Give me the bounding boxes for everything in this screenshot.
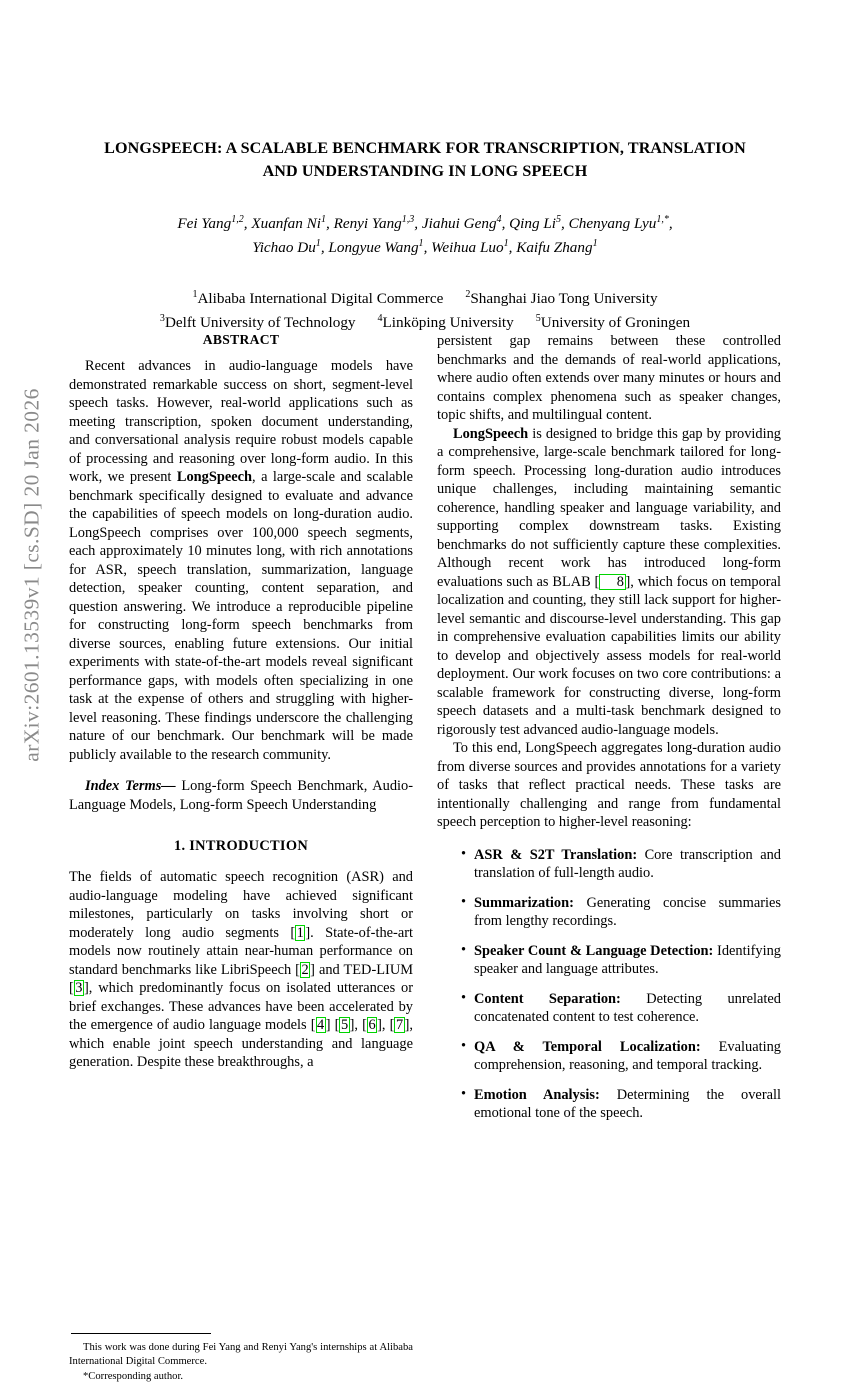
task-term: Summarization: [474,894,574,911]
bullet-icon: • [461,894,467,910]
author-item: Longyue Wang$^1$, [328,237,432,256]
intro-p2-b: ], which focus on temporal localization and counting, they still lack support for higher-level semantic and discourse-level understanding. This gap in comprehensive evaluation capabilities limits our ability to develop and objectively assess models for real-world deployment. Our work focuses on two core contributions: a scalable framework for constructing diverse, long-form speech datasets and a multi-task benchmark designed to rigorously test advanced audio-language models. [437,573,781,738]
intro-p1-a: The fields of automatic speech recognition (ASR) and audio-language modeling have achieved significant milestones, particularly on tasks involving short or moderately long audio segments [ [69,869,413,941]
introduction-paragraph-3: To this end, LongSpeech aggregates long-duration audio from diverse sources and provides annotations for a variety of tasks that reflect practical needs. These tasks are intentionally challenging and range from fundamental speech perception to higher-level reasoning: [437,740,781,830]
affiliation-item: $^4$Linköping University [377,313,514,332]
citation-link-7[interactable]: 7 [395,1017,404,1033]
author-affil-marker: 4 [496,213,502,225]
author-item: Chenyang Lyu$^{1,*}$, [568,213,673,232]
citation-link-5[interactable]: 5 [340,1017,349,1033]
task-desc: Detecting unrelated concatenated content to test coherence. [474,990,781,1025]
author-affil-marker: 1 [418,237,424,249]
author-item: Yichao Du$^1$, [252,237,329,256]
author-item: Renyi Yang$^{1,3}$, [333,213,422,232]
abstract-paragraph [69,357,413,764]
introduction-paragraph-1 [69,868,413,1072]
bullet-icon: • [461,846,467,862]
footnote-line-1: This work was done during Fei Yang and Renyi Yang's internships at Alibaba International Digital Commerce. [69,1342,413,1368]
intro-p2-bold: LongSpeech [453,425,529,442]
task-desc: Determining the overall emotional tone of the speech. [474,1086,781,1121]
citation-link-4[interactable]: 4 [317,1017,325,1033]
arxiv-stamp-text: arXiv:2601.13539v1 [cs.SD] 20 Jan 2026 [19,388,44,762]
list-item [461,894,781,931]
left-column [69,332,414,1383]
footnote-line-2: *Corresponding author. [83,1371,184,1383]
intro-p1-e: ] [ [325,1017,340,1033]
citation-link-6[interactable]: 6 [368,1017,376,1033]
paper-title-line-2: UNDERSTANDING IN LONG SPEECH [301,162,588,180]
task-term: Content Separation: [474,990,621,1007]
affiliation-marker: 2 [465,288,471,300]
task-term: ASR & S2T Translation: [474,846,638,863]
task-desc: Generating concise summaries from lengthy recordings. [474,894,781,929]
author-item: Fei Yang$^{1,2}$, [177,213,252,232]
footnote-block [69,1333,413,1385]
bullet-icon: • [461,942,467,958]
task-desc: Identifying speaker and language attributes. [474,942,781,977]
task-term: QA & Temporal Localization: [474,1038,701,1055]
abstract-bold-term: LongSpeech [176,469,253,485]
affiliation-marker: 4 [377,313,383,325]
intro-p1-d: ], which predominantly focus on isolated utterances or brief exchanges. These advances have been accelerated by the emergence of audio language models [ [69,980,413,1033]
affiliation-list [69,287,781,336]
intro-p1-h: ], which enable joint speech understanding and language generation. Despite these breakthroughs, a [69,1017,414,1070]
citation-link-2[interactable]: 2 [301,961,309,978]
paper-title-line-1: LONGSPEECH: A SCALABLE BENCHMARK FOR TRANSCRIPTION, TRANSLATION AND [104,140,746,180]
page-title [87,138,763,184]
index-terms-paragraph [69,777,413,814]
list-item [461,1038,781,1075]
citation-link-3[interactable]: 3 [75,980,83,996]
affiliation-item: $^2$Shanghai Jiao Tong University [465,288,658,307]
bullet-icon: • [461,1086,467,1102]
introduction-heading-wrap [69,838,413,855]
author-line-2 [69,236,781,260]
author-item: Kaifu Zhang$^1$ [516,237,598,256]
author-affil-marker: 1,2 [231,213,244,225]
arxiv-stamp [0,0,64,1150]
abstract-text-part-2: , a large-scale and scalable benchmark specifically designed to evaluate and advance the capabilities of speech models on long-duration audio. LongSpeech comprises over 100,000 speech segments, each approximately 10 minutes long, with rich annotations for ASR, speech translation, summarization, language detection, speaker counting, content separation, and question answering. We introduce a reproducible pipeline for constructing long-form speech benchmarks from diverse sources, enabling future extensions. Our initial experiments with state-of-the-art models reveal significant performance gaps, with models often specializing in one task at the expense of others and struggling with higher-level reasoning. These findings underscore the challenging nature of our benchmark. Our benchmark will be made publicly available to the research community. [69,469,414,763]
author-item: Weihua Luo$^1$, [431,237,517,256]
affiliation-marker: 1 [192,288,198,300]
author-affil-marker: 1 [592,237,598,249]
author-affil-marker: 1 [315,237,321,249]
author-line-1 [69,212,781,236]
affiliation-item: $^5$University of Groningen [535,313,691,332]
paper-page [69,0,781,1383]
author-affil-marker: 1 [503,237,509,249]
author-affil-marker: 5 [556,213,562,225]
author-affil-marker: 1,* [656,213,669,225]
citation-link-8[interactable]: 8 [599,574,625,590]
author-list [69,212,781,260]
index-terms-label: Index Terms— [85,778,176,794]
author-item: Xuanfan Ni$^1$, [251,213,334,232]
affiliation-line-1 [69,287,781,312]
affiliation-item: $^1$Alibaba International Digital Commerce [192,288,444,307]
task-desc: Evaluating comprehension, reasoning, and temporal tracking. [474,1038,781,1073]
affiliation-marker: 5 [535,313,541,325]
task-term: Emotion Analysis: [474,1086,600,1103]
task-list [437,846,781,1123]
list-item [461,1086,781,1123]
intro-p1-f: ], [ [349,1017,367,1033]
affiliation-marker: 3 [159,313,165,325]
author-item: Qing Li$^5$, [509,213,569,232]
index-terms-text: Long-form Speech Benchmark, Audio-Language Models, Long-form Speech Understanding [69,778,413,813]
author-affil-marker: 1,3 [401,213,415,225]
abstract-spacer [69,764,413,777]
intro-p1-g: ], [ [377,1017,395,1033]
list-item [461,846,781,883]
introduction-heading: 1. INTRODUCTION [173,838,309,854]
bullet-icon: • [461,990,467,1006]
title-block [69,138,781,336]
author-item: Jiahui Geng$^4$, [421,213,510,232]
intro-p1-b: ]. State-of-the-art models now routinely attain near-human performance on standard benchmarks like LibriSpeech [ [69,924,414,978]
right-column [437,332,781,1134]
introduction-paragraph-1-continued: persistent gap remains between these controlled benchmarks and the demands of real-world applications, where audio often extends over many minutes or hours and contains complex phenomena such as speaker changes, topic shifts, and multilingual content. [437,333,781,423]
intro-p2-a: is designed to bridge this gap by providing a comprehensive, large-scale benchmark tailored for long-form speech. Processing long-duration audio introduces unique challenges, including maintaining semantic coherence, handling speaker and language variability, and supporting complex downstream tasks. Existing benchmarks do not sufficiently capture these complexities. Although recent work has introduced long-form evaluations such as BLAB [ [437,425,781,590]
abstract-text-part-1: Recent advances in audio-language models have demonstrated remarkable success on short, segment-level speech tasks. However, real-world applications such as meeting transcription, spoken document understanding, and conversational analysis require robust models capable of processing and reasoning over long-form audio. In this work, we present [69,358,413,485]
author-affil-marker: 1 [320,213,326,225]
list-item [461,990,781,1027]
task-desc: Core transcription and translation of full-length audio. [474,846,781,881]
abstract-heading: ABSTRACT [202,332,280,347]
affiliation-item: $^3$Delft University of Technology [159,313,356,332]
citation-link-1[interactable]: 1 [296,924,304,941]
introduction-paragraph-2 [437,425,781,740]
bullet-icon: • [461,1038,467,1054]
footnote-rule [71,1333,211,1334]
list-item [461,942,781,979]
intro-p1-c: ] and TED-LIUM [ [69,961,414,996]
task-term: Speaker Count & Language Detection: [474,942,714,959]
